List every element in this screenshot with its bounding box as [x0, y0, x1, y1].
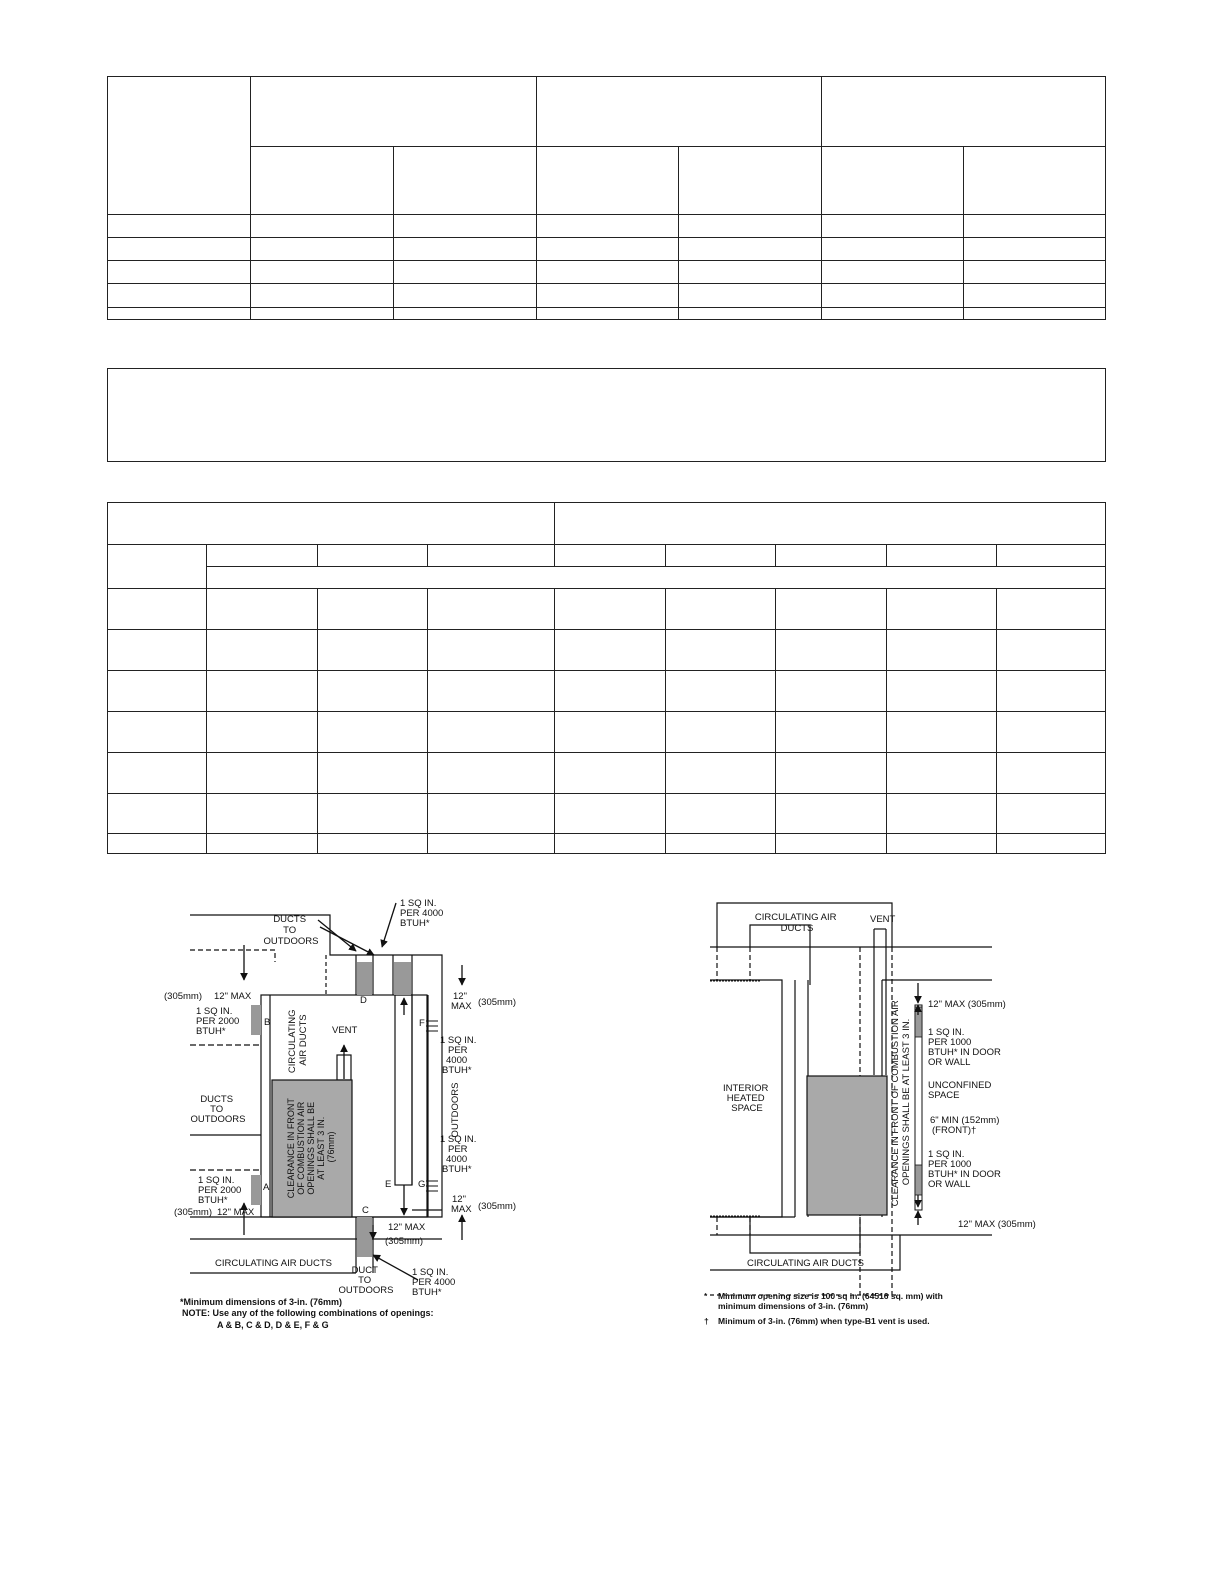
ducts-to-outdoors-top-label: DUCTS TO OUTDOORS [263, 914, 319, 947]
table-row [108, 711, 1105, 752]
opening-4000-g-label: 1 SQ IN. PER 4000 BTUH* [440, 1134, 477, 1175]
circulating-air-ducts-top-label: CIRCULATING AIR DUCTS [754, 912, 837, 934]
table-row [108, 284, 1105, 307]
table-cell [536, 77, 821, 146]
opening-4000-top-label: 1 SQ IN. PER 4000 BTUH* [400, 898, 444, 929]
opening-4000-f-label: 1 SQ IN. PER 4000 BTUH* [440, 1035, 477, 1076]
table-row [108, 752, 1105, 793]
max-12-left-top: 12" MAX [214, 991, 252, 1002]
table-row [108, 307, 1105, 319]
max-12-bottom: 12" MAX (305mm) [958, 1219, 1036, 1230]
label-e: E [385, 1179, 392, 1190]
footnote-b1-vent: Minimum of 3-in. (76mm) when type-B1 vent is used. [718, 1316, 930, 1326]
table-1-header-row [108, 77, 1105, 146]
table-2-header-row [108, 503, 1105, 544]
table-row [108, 670, 1105, 711]
opening-2000-a-label: 1 SQ IN. PER 2000 BTUH* [198, 1175, 242, 1206]
figure-unconfined-space-indoor-air [700, 895, 1040, 1335]
mm-305-bottom: (305mm) [385, 1236, 424, 1247]
footnote-min-opening: Minimum opening size is 100 sq in. (64516 sq. mm) with minimum dimensions of 3-in. (76mm) [718, 1291, 943, 1311]
table-row [108, 588, 1105, 629]
table-row [108, 629, 1105, 670]
opening-4000-bottom-label: 1 SQ IN. PER 4000 BTUH* [412, 1267, 456, 1298]
table-2-span-row [108, 566, 1105, 588]
max-12-right-top: 12" MAX [451, 991, 472, 1012]
table-2 [107, 502, 1106, 854]
clearance-note-right: CLEARANCE IN FRONT OF COMBUSTION AIR OPENINGS SHALL BE AT LEAST 3 IN. [890, 1000, 912, 1207]
table-2-subheader-row [108, 544, 1105, 566]
min-6-label: 6" MIN (152mm) (FRONT)† [930, 1115, 1000, 1136]
table-row [108, 261, 1105, 284]
outdoors-vertical-label: OUTDOORS [450, 1082, 461, 1138]
max-12-right-bottom: 12" MAX [451, 1194, 472, 1215]
label-a: A [263, 1182, 270, 1193]
max-12-top: 12" MAX (305mm) [928, 999, 1006, 1010]
label-c: C [362, 1205, 369, 1216]
circulating-air-ducts-vertical: CIRCULATING AIR DUCTS [287, 1009, 309, 1074]
table-cell [821, 77, 1105, 146]
duct-to-outdoors-label: DUCT TO OUTDOORS [338, 1265, 394, 1296]
circulating-air-ducts-bottom: CIRCULATING AIR DUCTS [747, 1258, 865, 1269]
vent-label: VENT [332, 1025, 358, 1036]
label-g: G [418, 1179, 426, 1190]
table-cell [108, 77, 250, 214]
label-f: F [419, 1018, 425, 1029]
label-d: D [360, 995, 367, 1006]
label-b: B [264, 1017, 271, 1028]
figure-confined-space-outdoor-air [160, 895, 540, 1350]
table-1-subheader-row [108, 146, 1105, 214]
mm-305-left-top: (305mm) [164, 991, 203, 1002]
footnote-star-symbol: * [704, 1291, 708, 1301]
clearance-note-left: CLEARANCE IN FRONT OF COMBUSTION AIR OPENINGS SHALL BE AT LEAST 3 IN. (76mm) [286, 1098, 336, 1199]
mm-305-right-top: (305mm) [478, 997, 517, 1008]
interior-heated-space-label: INTERIOR HEATED SPACE [722, 1083, 769, 1114]
footnote-min-dimensions: *Minimum dimensions of 3-in. (76mm) [180, 1297, 343, 1307]
table-1 [107, 76, 1106, 320]
footnote-dagger-symbol: † [704, 1316, 709, 1326]
mm-305-right-bottom: (305mm) [478, 1201, 517, 1212]
table-cell [250, 77, 536, 146]
circulating-air-ducts-bottom: CIRCULATING AIR DUCTS [215, 1258, 333, 1269]
vent-label: VENT [870, 914, 896, 925]
opening-2000-b-label: 1 SQ IN. PER 2000 BTUH* [196, 1006, 240, 1037]
opening-combinations: A & B, C & D, D & E, F & G [217, 1320, 329, 1330]
table-row [108, 237, 1105, 260]
note-box [107, 368, 1106, 462]
table-row [108, 833, 1105, 853]
table-row [108, 793, 1105, 833]
opening-1000-top-label: 1 SQ IN. PER 1000 BTUH* IN DOOR OR WALL [928, 1027, 1001, 1068]
mm-305-left-bottom: (305mm) [174, 1207, 213, 1218]
note-line: NOTE: Use any of the following combinations of openings: [182, 1308, 434, 1318]
opening-1000-bottom-label: 1 SQ IN. PER 1000 BTUH* IN DOOR OR WALL [928, 1149, 1001, 1190]
max-12-left-bottom: 12" MAX [217, 1207, 255, 1218]
unconfined-space-label: UNCONFINED SPACE [928, 1080, 992, 1101]
table-row [108, 214, 1105, 237]
ducts-to-outdoors-mid-label: DUCTS TO OUTDOORS [190, 1094, 246, 1125]
max-12-bottom: 12" MAX [388, 1222, 426, 1233]
